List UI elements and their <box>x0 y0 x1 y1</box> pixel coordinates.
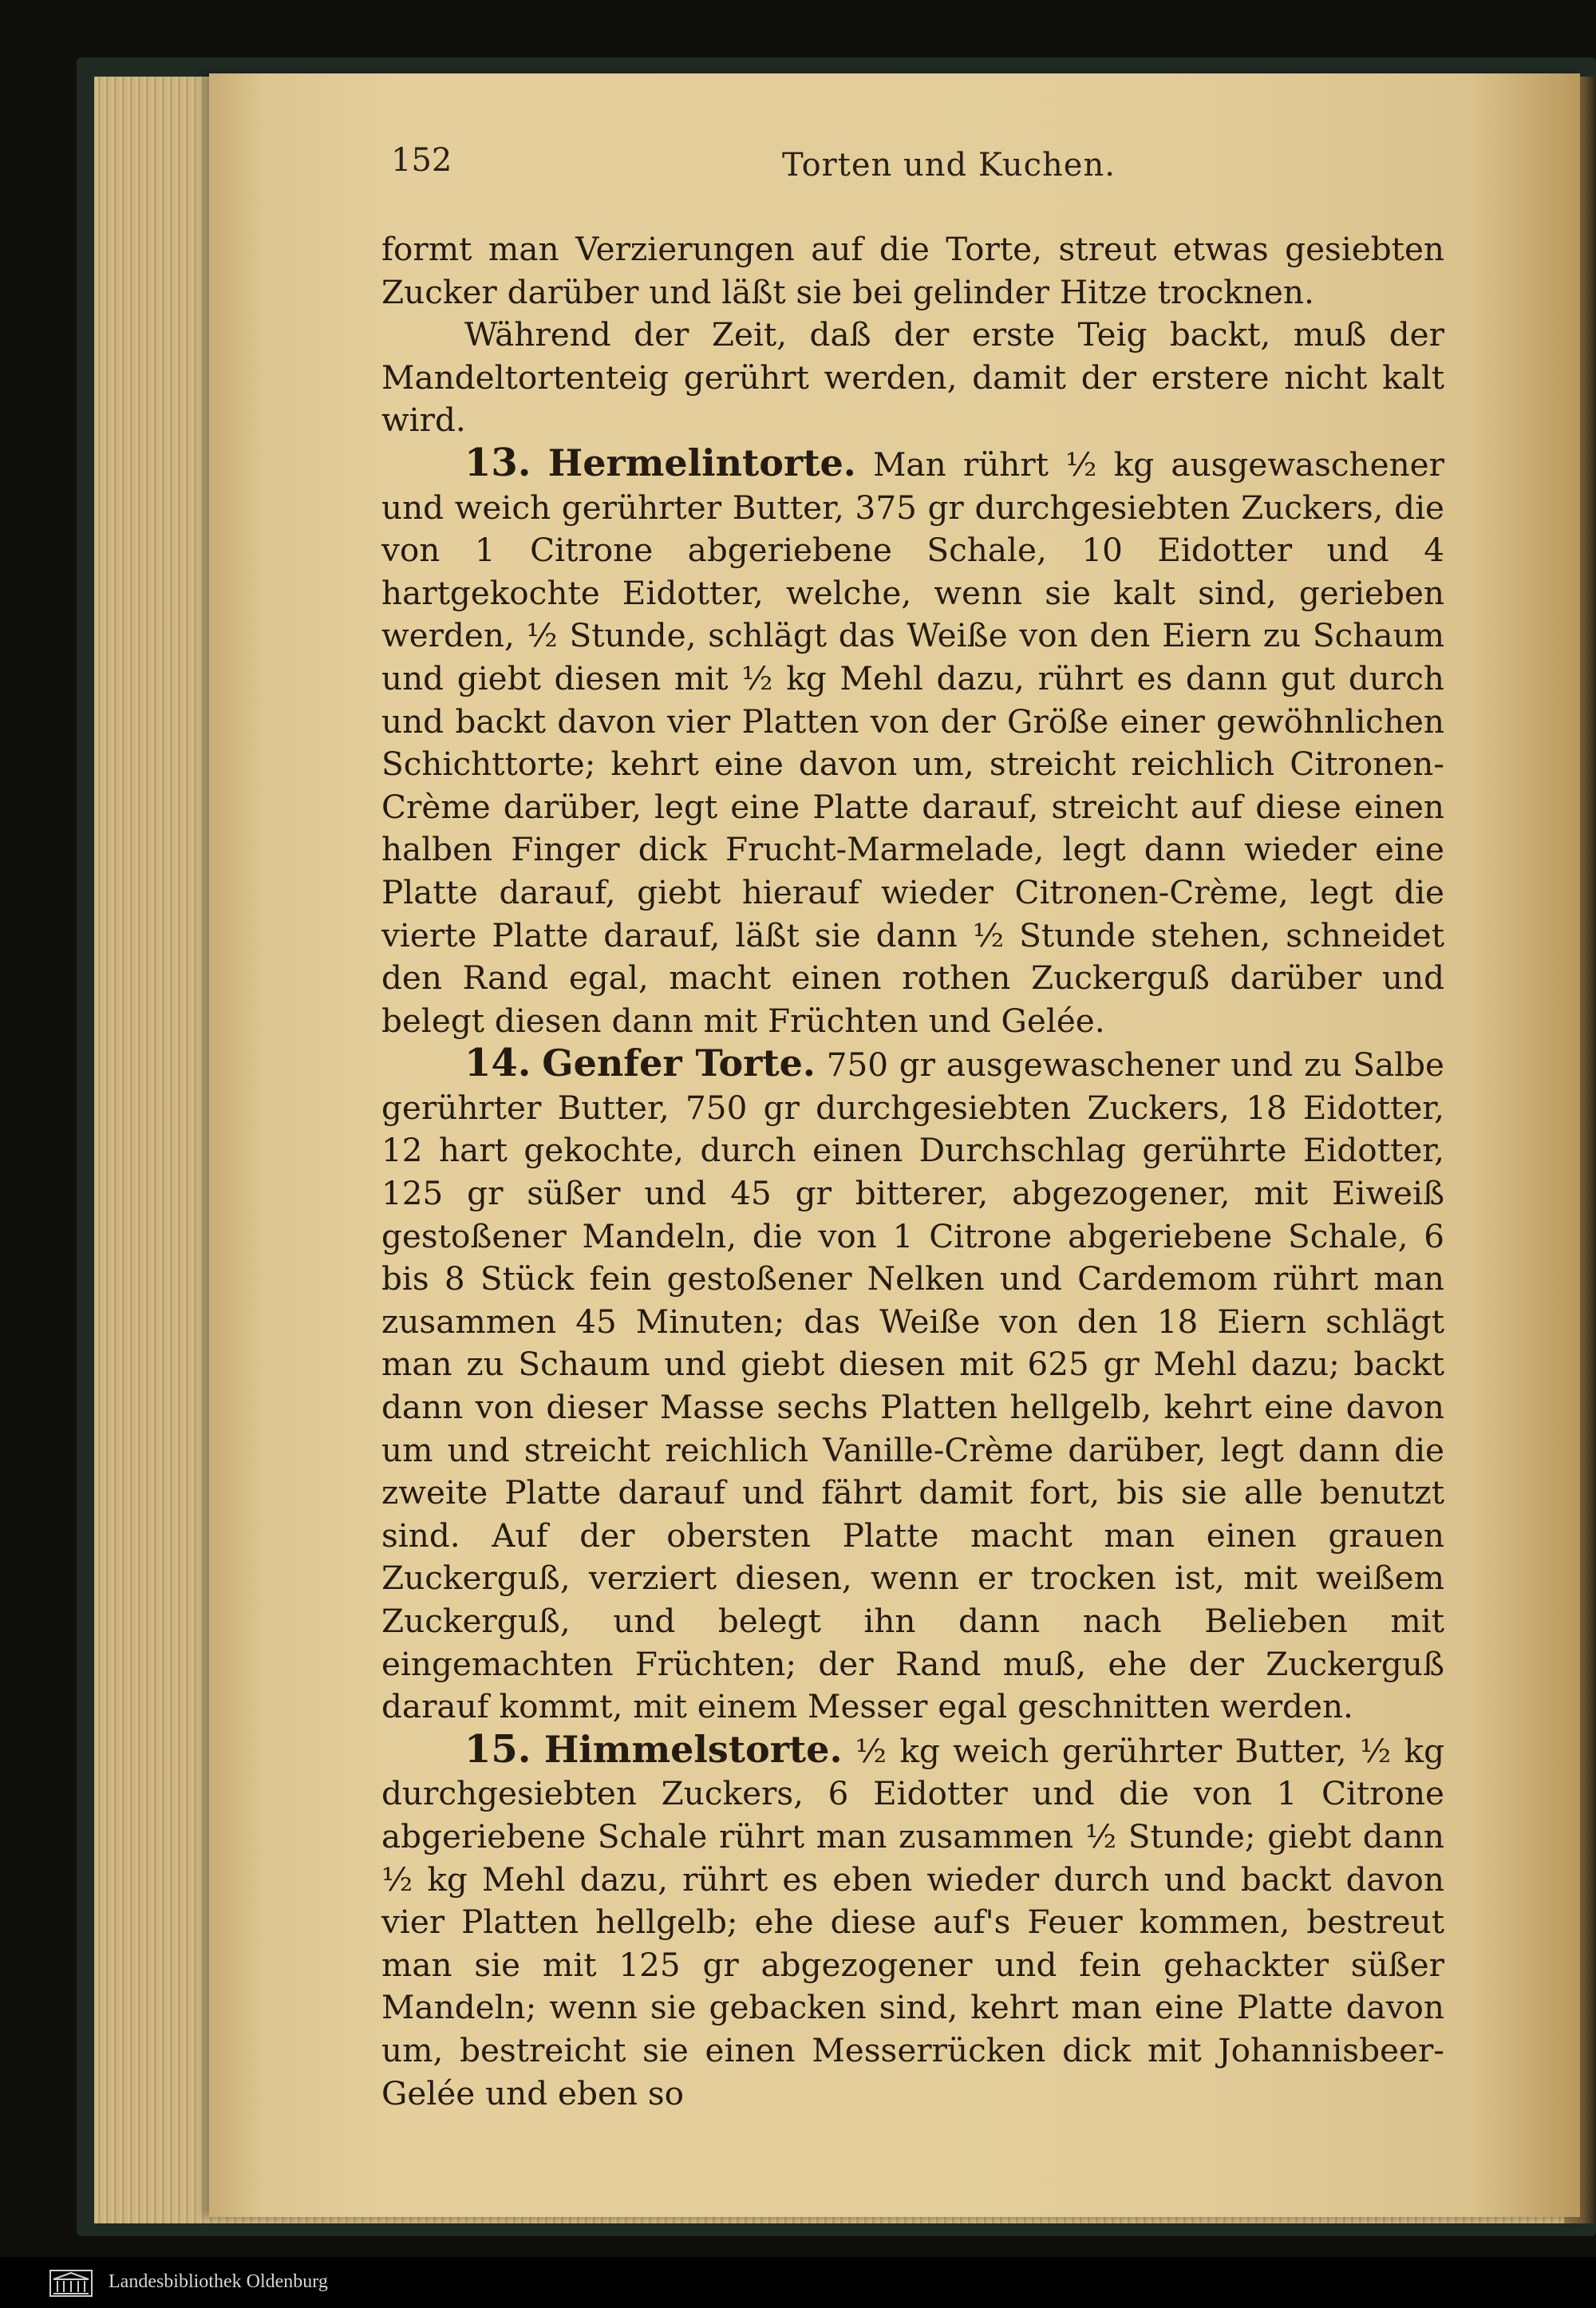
recipe-text: 750 gr ausgewaschener und zu Salbe gerührter Butter, 750 gr durchgesiebten Zuckers, 18 Eidotter, 12 hart gekochte, durch einen Durchschlag gerührte Eidotter, 125 gr süßer und 45 gr bitterer, abgezogener, mit Eiweiß gestoßener Mandeln, die von 1 Citrone abgeriebene Schale, 6 bis 8 Stück fein gestoßener Nelken und Cardemom rührt man zusammen 45 Minuten; das Weiße von den 18 Eiern schlägt man zu Schaum und giebt diesen mit 625 gr Mehl dazu; backt dann von dieser Masse sechs Platten hellgelb, kehrt eine davon um und streicht reichlich Vanille-Crème darüber, legt dann die zweite Platte darauf und fährt damit fort, bis sie alle benutzt sind. Auf der obersten Platte macht man einen grauen Zuckerguß, verziert diesen, wenn er trocken ist, mit weißem Zuckerguß, und belegt ihn dann nach Belieben mit eingemachten Früchten; der Rand muß, ehe der Zuckerguß darauf kommt, mit einem Messer egal geschnitten werden. <box>381 1045 1445 1726</box>
recipe-14 <box>381 1042 1444 1729</box>
recipe-title: Genfer Torte. <box>542 1041 816 1085</box>
page-text <box>381 228 1444 2115</box>
recipe-text: ½ kg weich gerührter Butter, ½ kg durchgesiebten Zuckers, 6 Eidotter und die von 1 Citrone abgeriebene Schale rührt man zusammen ½ Stunde; giebt dann ½ kg Mehl dazu, rührt es eben wieder durch und backt davon vier Platten hellgelb; ehe diese auf's Feuer kommen, bestreut man sie mit 125 gr abgezogener und fein gehackter süßer Mandeln; wenn sie gebacken sind, kehrt man eine Platte davon um, bestreicht sie einen Messerrücken dick mit Johannisbeer-Gelée und eben so <box>381 1731 1445 2112</box>
recipe-number: 14. <box>464 1041 531 1086</box>
footer-bar <box>0 2257 1596 2308</box>
recipe-13 <box>381 442 1444 1042</box>
library-building-icon <box>49 2270 93 2297</box>
recipe-text: Man rührt ½ kg ausgewaschener und weich gerührter Butter, 375 gr durchgesiebten Zuckers, die von 1 Citrone abgeriebene Schale, 10 Eidotter und 4 hartgekochte Eidotter, welche, wenn sie kalt sind, gerieben werden, ½ Stunde, schlägt das Weiße von den Eiern zu Schaum und giebt diesen mit ½ kg Mehl dazu, rührt es dann gut durch und backt davon vier Platten von der Größe einer gewöhnlichen Schichttorte; kehrt eine davon um, streicht reichlich Citronen-Crème darüber, legt eine Platte darauf, streicht auf diese einen halben Finger dick Frucht-Marmelade, legt dann wieder eine Platte darauf, giebt hierauf wieder Citronen-Crème, legt die vierte Platte darauf, läßt sie dann ½ Stunde stehen, schneidet den Rand egal, macht einen rothen Zuckerguß darüber und belegt diesen dann mit Früchten und Gelée. <box>381 445 1445 1040</box>
recipe-title: Hermelintorte. <box>547 441 856 484</box>
library-label: Landesbibliothek Oldenburg <box>109 2271 328 2292</box>
recipe-number: 13. <box>464 440 531 485</box>
running-title: Torten und Kuchen. <box>782 147 1116 184</box>
intro-paragraph: Während der Zeit, daß der erste Teig backt, muß der Mandeltortenteig gerührt werden, damit der erstere nicht kalt wird. <box>381 315 1444 440</box>
recipe-title: Himmelstorte. <box>543 1727 843 1771</box>
page-number: 152 <box>391 142 452 179</box>
recipe-15 <box>381 1726 1445 2115</box>
intro-paragraph: formt man Verzierungen auf die Torte, streut etwas gesiebten Zucker darüber und läßt sie bei gelinder Hitze trocknen. <box>381 230 1444 311</box>
recipe-number: 15. <box>464 1726 531 1772</box>
